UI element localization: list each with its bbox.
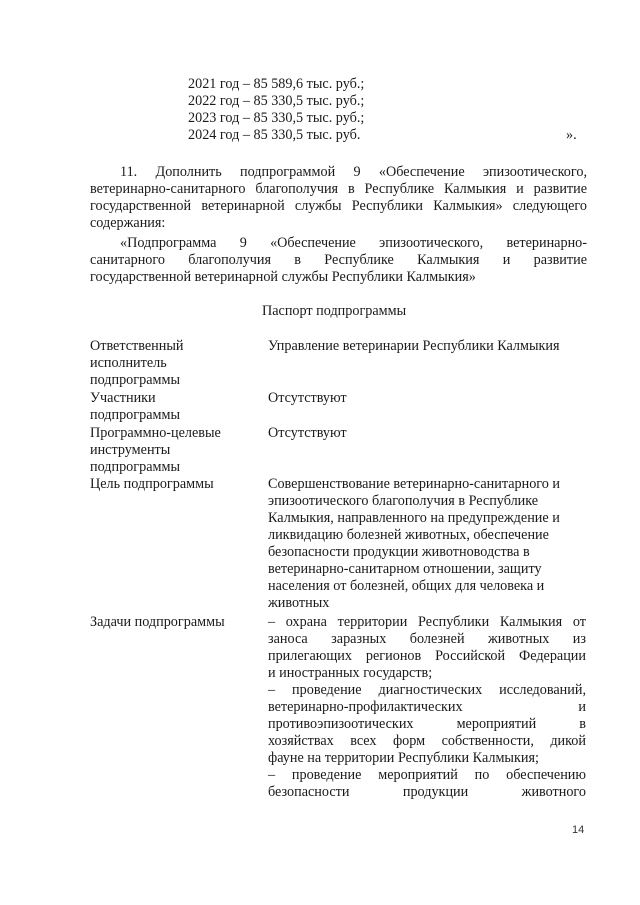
funding-line-2021: 2021 год – 85 589,6 тыс. руб.; [188,76,365,92]
page-number: 14 [572,824,585,836]
instruments-value: Отсутствуют [268,425,347,441]
subprogram-title-line: государственной ветеринарной службы Республики Калмыкия» [90,269,476,285]
item-11-paragraph [90,164,587,232]
responsible-label: Ответственный исполнитель подпрограммы [90,338,184,388]
tasks-label: Задачи подпрограммы [90,614,225,630]
funding-line-2022: 2022 год – 85 330,5 тыс. руб.; [188,93,365,109]
participants-label: Участники подпрограммы [90,390,180,423]
instruments-label: Программно-целевые инструменты подпрограммы [90,425,221,475]
item-11-line: ветеринарно-санитарного благополучия в Республике Калмыкия и развитие [90,181,587,197]
tasks-value: – охрана территории Республики Калмыкия от заноса заразных болезней животных из прилегающих регионов Российской Федерации и иностранных государств; – проведение диагностических исследований, ветеринарно-профилактических и противоэпизоотических мероприятий в хозяйствах всех форм собственности, дикой фауне на территории Республики Калмыкия; – проведение мероприятий по обеспечению безопасности продукции животного [268,614,586,800]
subprogram-title [90,235,587,286]
quote-close: ». [566,127,577,143]
goal-label: Цель подпрограммы [90,476,214,492]
responsible-value: Управление ветеринарии Республики Калмыкия [268,338,560,354]
passport-heading: Паспорт подпрограммы [262,303,407,319]
item-11-line: 11. Дополнить подпрограммой 9 «Обеспечение эпизоотического, [120,164,587,180]
funding-line-2024: 2024 год – 85 330,5 тыс. руб. [188,127,361,143]
goal-value: Совершенствование ветеринарно-санитарного и эпизоотического благополучия в Республике Калмыкия, направленного на предупреждение и ликвидацию болезней животных, обеспечение безопасности продукции животноводства в ветеринарно-санитарном отношении, защиту населения от болезней, общих для человека и животных [268,476,561,611]
item-11-line: содержания: [90,215,166,231]
funding-line-2023: 2023 год – 85 330,5 тыс. руб.; [188,110,365,126]
subprogram-title-line: санитарного благополучия в Республике Калмыкия и развитие [90,252,587,268]
subprogram-title-line: «Подпрограмма 9 «Обеспечение эпизоотического, ветеринарно- [120,235,587,251]
item-11-line: государственной ветеринарной службы Республики Калмыкия» следующего [90,198,587,214]
participants-value: Отсутствуют [268,390,347,406]
funding-list [188,76,364,144]
